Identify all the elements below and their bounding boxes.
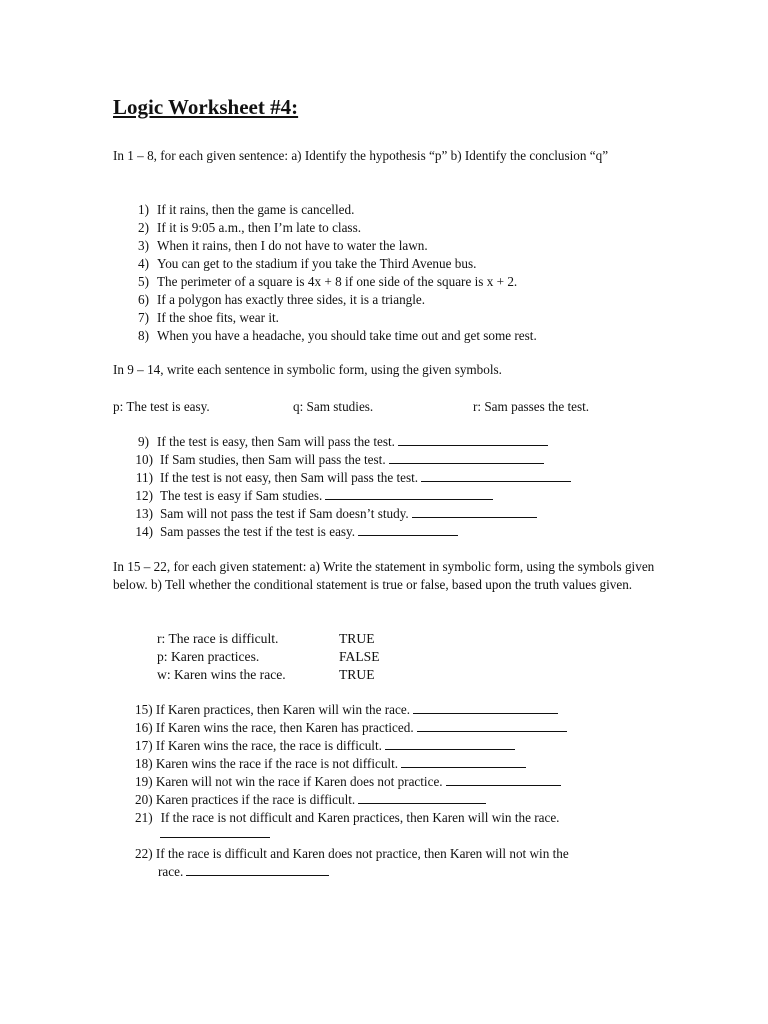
list-item: 13) Sam will not pass the test if Sam doesn’t study. <box>133 505 537 522</box>
answer-blank[interactable] <box>358 791 486 804</box>
section1-instructions: In 1 – 8, for each given sentence: a) Identify the hypothesis “p” b) Identify the conclusion “q” <box>113 148 609 163</box>
list-item: 15) If Karen practices, then Karen will win the race. <box>135 701 558 718</box>
list-item: 4) You can get to the stadium if you take the Third Avenue bus. <box>138 256 477 271</box>
answer-blank[interactable] <box>421 469 571 482</box>
list-item: 12) The test is easy if Sam studies. <box>133 487 493 504</box>
symbol-w-label: w: Karen wins the race. <box>157 667 286 682</box>
list-item: 19) Karen will not win the race if Karen does not practice. <box>135 773 561 790</box>
symbol-p-label: p: Karen practices. <box>157 649 260 664</box>
list-item: 2) If it is 9:05 a.m., then I’m late to class. <box>138 220 361 235</box>
answer-blank[interactable] <box>417 719 567 732</box>
page-title: Logic Worksheet #4: <box>113 95 299 119</box>
answer-blank[interactable] <box>413 701 558 714</box>
list-item: 5) The perimeter of a square is 4x + 8 if one side of the square is x + 2. <box>138 274 518 289</box>
list-item: 6) If a polygon has exactly three sides, it is a triangle. <box>138 292 426 307</box>
answer-blank[interactable] <box>325 487 493 500</box>
list-item: 3) When it rains, then I do not have to water the lawn. <box>138 238 428 253</box>
answer-blank[interactable] <box>412 505 537 518</box>
symbol-q: q: Sam studies. <box>293 399 374 414</box>
symbol-p-value: FALSE <box>339 649 380 664</box>
symbol-r-value: TRUE <box>339 631 375 646</box>
answer-blank[interactable] <box>401 755 526 768</box>
answer-blank[interactable] <box>358 523 458 536</box>
list-item: 22) If the race is difficult and Karen does not practice, then Karen will not win the <box>135 846 569 861</box>
list-item: 20) Karen practices if the race is difficult. <box>135 791 486 808</box>
symbol-r-label: r: The race is difficult. <box>157 631 279 646</box>
answer-blank[interactable] <box>160 825 270 842</box>
list-item: 10) If Sam studies, then Sam will pass the test. <box>133 451 544 468</box>
list-item: 18) Karen wins the race if the race is not difficult. <box>135 755 526 772</box>
list-item: 11) If the test is not easy, then Sam will pass the test. <box>133 469 571 486</box>
section2-instructions: In 9 – 14, write each sentence in symbolic form, using the given symbols. <box>113 362 502 377</box>
list-item: 1) If it rains, then the game is cancelled. <box>138 202 355 217</box>
list-item: 9) If the test is easy, then Sam will pass the test. <box>133 433 548 450</box>
list-item: 17) If Karen wins the race, the race is difficult. <box>135 737 515 754</box>
answer-blank[interactable] <box>398 433 548 446</box>
symbol-p: p: The test is easy. <box>113 399 210 414</box>
list-item: 8) When you have a headache, you should take time out and get some rest. <box>138 328 537 343</box>
symbol-r: r: Sam passes the test. <box>473 399 590 414</box>
answer-blank[interactable] <box>446 773 561 786</box>
list-item-continuation: race. <box>158 863 329 880</box>
list-item: 14) Sam passes the test if the test is easy. <box>133 523 458 540</box>
list-item: 16) If Karen wins the race, then Karen has practiced. <box>135 719 567 736</box>
answer-blank[interactable] <box>389 451 544 464</box>
section3-instructions: In 15 – 22, for each given statement: a) Write the statement in symbolic form, using the symbols given below. b) Tell whether the conditional statement is true or false, based upon the truth values given. <box>113 559 655 592</box>
list-item: 21) If the race is not difficult and Karen practices, then Karen will win the race. <box>135 810 560 825</box>
list-item: 7) If the shoe fits, wear it. <box>138 310 279 325</box>
symbol-w-value: TRUE <box>339 667 375 682</box>
answer-blank[interactable] <box>186 863 329 876</box>
answer-blank[interactable] <box>385 737 515 750</box>
